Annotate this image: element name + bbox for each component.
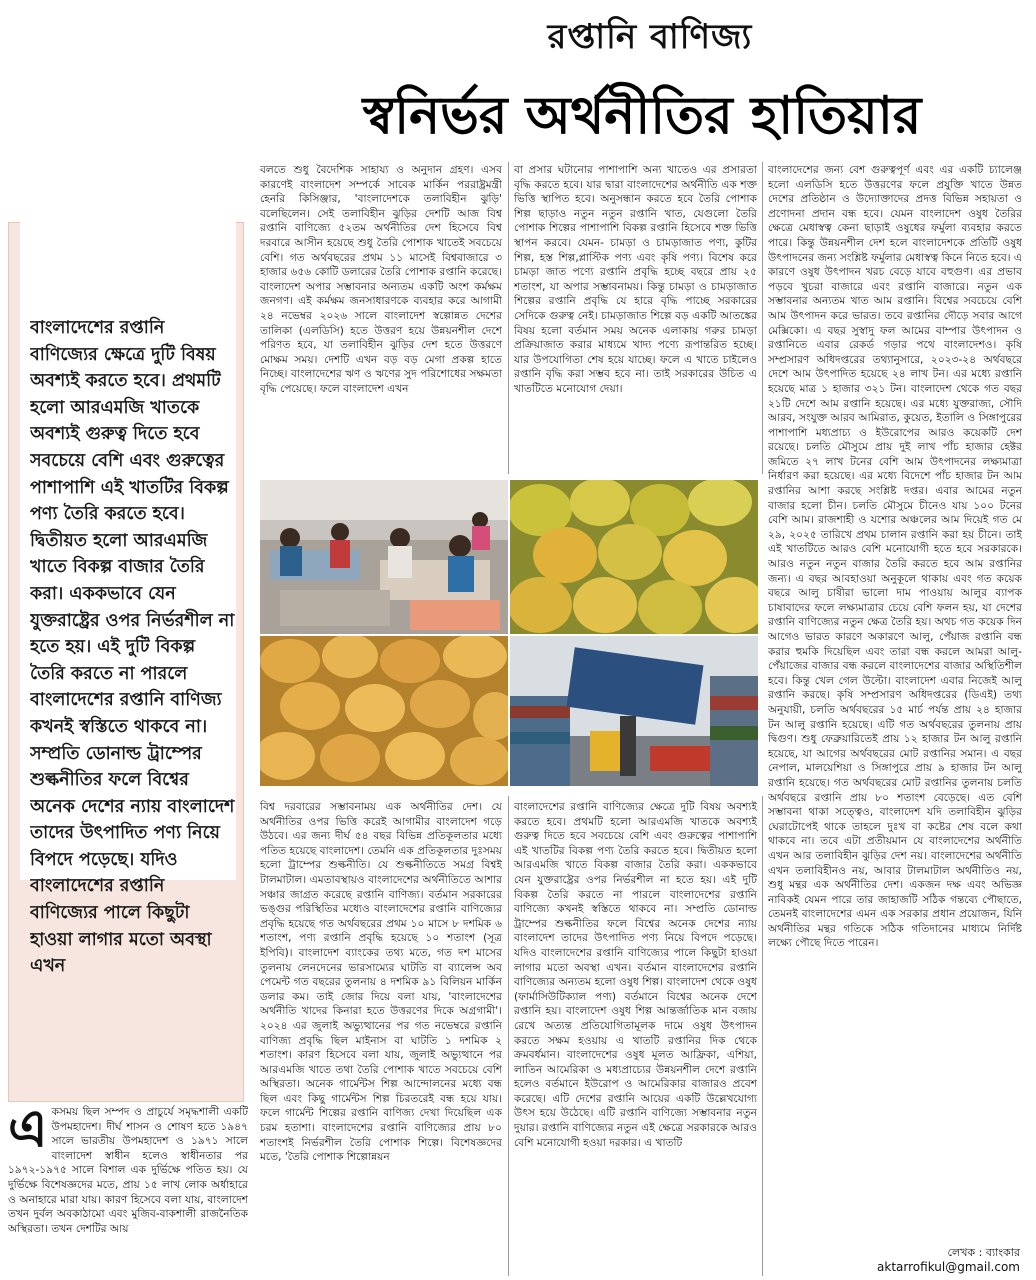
article-column-1-bottom <box>260 800 502 1276</box>
article-column-2-bottom <box>514 800 757 1276</box>
headline: স্বনির্ভর অর্থনীতির হাতিয়ার <box>362 86 922 146</box>
author-credit: লেখক : ব্যাংকার <box>947 1246 1020 1259</box>
article-text: বাংলাদেশের জন্য বেশ গুরুত্বপূর্ণ এবং এর একটি চ্যালেঞ্জ হলো এলডিসি হতে উত্তরণের ফলে প্রযুক্তি খাতে উন্নত দেশের প্রতিষ্ঠান ও উদ্যোক্তাদের প্রদত্ত বিভিন্ন সহায়তা ও প্রণোদনা প্রদান বন্ধ হবে। যেমন বাংলাদেশ ওষুধ তৈরির ক্ষেত্রে মেধাস্বত্ব কেনা ছাড়াই ওষুধের ফর্মুলা ব্যবহার করতে পারে। কিন্তু উন্নয়নশীল দেশ হলে বাংলাদেশকে প্রতিটি ওষুধ উৎপাদনের জন্য সংশ্লিষ্ট ফর্মুলার মেধাস্বত্ব কিনে নিতে হবে। এ কারণে ওষুধ উৎপাদন খরচ বেড়ে যাবে বহুগুণ। এর প্রভাব পড়বে খুচরা বাজারে এবং রপ্তানি বাজারে। নতুন এক সম্ভাবনার অন্যতম খাত আম রপ্তানি। বিশ্বের সবচেয়ে বেশি আম উৎপাদন করে ভারত। তবে রপ্তানির দৌড়ে সবার আগে মেক্সিকো। এ বছর সুস্বাদু ফল আমের বাম্পার উৎপাদন ও রপ্তানিতে এবার রেকর্ড গড়ার পথে বাংলাদেশও। কৃষি সম্প্রসারণ অধিদপ্তরের তথ্যানুসারে, ২০২৩-২৪ অর্থবছরে দেশে আম উৎপাদিত হয়েছে ২৪ লাখ টন। এর মধ্যে রপ্তানি হয়েছে মাত্র ১ হাজার ৩২১ টন। বাংলাদেশ থেকে গত বছর ২১টি দেশে আম রপ্তানি হয়েছে। এর মধ্যে যুক্তরাজ্য, সৌদি আরব, সংযুক্ত আরব আমিরাত, কুয়েত, ইতালি ও সিঙ্গাপুরের পাশাপাশি মধ্যপ্রাচ্য ও ইউরোপের আরও কয়েকটি দেশ রয়েছে। চলতি মৌসুমে প্রায় দুই লাখ পাঁচ হাজার হেক্টর জমিতে ২৭ লাখ টনের বেশি আম উৎপাদনের লক্ষ্যমাত্রা নির্ধারণ করা হয়েছে। এর মধ্যে বিদেশে পাঁচ হাজার টন আম রপ্তানির আশা করছে সংশ্লিষ্ট দপ্তর। এবার আমের নতুন বাজার হলো চীন। চলতি মৌসুমে চীনেও যায় ১০০ টনের বেশি আম। রাজশাহী ও যশোর অঞ্চলের আম দিয়েই গত মে ২৯, ২০২৫ তারিখে প্রথম চালান রপ্তানি করা হয় চীনে। তাই এই খাতটিতে আরও বেশি মনোযোগী হতে হবে সরকারকে। আরও নতুন নতুন বাজার তৈরি করতে হবে আম রপ্তানির জন্য। এ বছর আবহাওয়া অনুকূলে থাকায় এবং গত কয়েক বছরে আলু চাষীরা ভালো দাম পাওয়ায় আলুর ব্যাপক চাষাবাদের ফলে লক্ষ্যমাত্রার চেয়ে বেশি ফলন হয়, যা দেশের রপ্তানি বাণিজ্যের নতুন ক্ষেত্র তৈরি হয়। অথচ গত কয়েক দিন আগেও ভারত কারণে অকারণে আলু, পেঁয়াজ রপ্তানি বন্ধ করার হুমকি দিয়েছিল এবং তারা বন্ধ করলে আমরা আলু-পেঁয়াজের বাজার বন্ধ করলে বাংলাদেশের বাজার অস্থিতিশীল হবে। কিন্তু খেল গেল উল্টো। বাংলাদেশ এবার নিজেই আলু রপ্তানি করছে। কৃষি সম্প্রসারণ অধিদপ্তরের (ডিএই) তথ্য অনুযায়ী, চলতি অর্থবছরের ১৫ মার্চ পর্যন্ত প্রায় ২৪ হাজার টন আলু রপ্তানি হয়েছে। এটি গত অর্থবছরের তুলনায় প্রায় দ্বিগুণ। শুধু ফেব্রুয়ারিতেই প্রায় ১২ হাজার টন আলু রপ্তানি হয়েছে, যা আগের অর্থবছরের মোট রপ্তানির সমান। এ বছর নেপাল, মালয়েশিয়া ও সিঙ্গাপুরে প্রায় ৯ হাজার টন আলু রপ্তানি হয়েছে। গত অর্থবছরের মোট রপ্তানির তুলনায় চলতি অর্থবছরে রপ্তানি প্রায় ৮০ শতাংশ বেড়েছে। এত বেশি সম্ভাবনা থাকা সত্ত্বেও, বাংলাদেশ যদি তলাবিহীন ঝুড়ির ঘেরাটোপেই থাকে তাহলে দুঃখ বা কষ্টের শেষ বলে কথা থাকবে না। তবে এটা প্রতীয়মান যে বাংলাদেশের অর্থনীতি এখন আর তলাবিহীন ঝুড়ির দেশ নয়। বাংলাদেশের অর্থনীতি এখন তলাবিহীনও নয়, আবার টালমাটাল অর্থনীতিও নয়, শুধু মন্থর এক অর্থনীতির দেশ। একজন দক্ষ এবং অভিজ্ঞ নাবিকই যেমন পারে তার জাহাজটি সঠিক গন্তব্যে পৌছাতে, তেমনই বাংলাদেশের এমন এক সরকার প্রধান প্রয়োজন, যিনি অর্থনীতির মন্থর গতিকে সঠিক গতিদানের মাধ্যমে নির্দিষ্ট লক্ষ্যে পৌছে দিতে পারেন। <box>768 164 1022 950</box>
garment-factory-photo <box>260 480 508 634</box>
lead-paragraph <box>8 1105 248 1275</box>
potato-photo <box>260 636 508 786</box>
article-text: বা প্রসার ঘটানোর পাশাপাশি অন্য খাতেও এর প্রসারতা বৃদ্ধি করতে হবে। যার দ্বারা বাংলাদেশের অর্থনীতি এক শক্ত ভিত্তি স্থাপিত হবে। অনুসন্ধান করতে হবে তৈরি পোশাক শিল্প ছাড়াও নতুন নতুন রপ্তানি খাত, যেগুলো তৈরি পোশাক শিল্পের পাশাপাশি বিকল্প রপ্তানি হিসেবে শক্ত ভিত্তি স্থাপন করবে। যেমন- চামড়া ও চামড়াজাত পণ্য, কুটির শিল্প, হস্ত শিল্প,প্লাস্টিক পণ্য এবং কৃষি পণ্য। বিশেষ করে চামড়া জাত পণ্যে রপ্তানি প্রবৃদ্ধি হচ্ছে বছরে প্রায় ২৫ শতাংশ, যা অপার সম্ভাবনাময়। কিন্তু চামড়া ও চামড়াজাত শিল্পের রপ্তানি প্রবৃদ্ধি যে হারে বৃদ্ধি পাচ্ছে সরকারের সেদিকে গুরুত্ব নেই। চামড়াজাত শিল্পে বড় একটি আতঙ্কের বিষয় হলো বর্তমান সময় অনেক এলাকায় গরুর চামড়া প্রক্রিয়াজাত করার মাধ্যমে খাদ্য পণ্যে রূপান্তরিত হচ্ছে। যার উপযোগিতা শেষ হয়ে যাচ্ছে। ফলে এ খাতে চাইলেও রপ্তানি বৃদ্ধি করা সম্ভব হবে না। তাই সরকারের উচিত এ খাতটিতে মনোযোগ দেয়া। <box>514 164 757 395</box>
article-text: বলতে শুধু বৈদেশিক সাহায্য ও অনুদান গ্রহণ। এসব কারণেই বাংলাদেশ সম্পর্কে সাবেক মার্কিন পররাষ্ট্রমন্ত্রী হেনরি কিসিঞ্জার, 'বাংলাদেশকে তলাবিহীন ঝুড়ি' বলেছিলেন। সেই তলাবিহীন ঝুড়ির দেশটি আজ বিশ্ব রপ্তানি বাণিজ্যে ৫২তম অর্থনীতির দেশ হিসেবে বিশ্ব দরবারে আসীন হয়েছে শুধু তৈরি পোশাক খাতেই সবচেয়ে বেশি। গত অর্থবছরের প্রথম ১১ মাসেই বিশ্ববাজারে ৩ হাজার ৬৫৬ কোটি ডলারের তৈরি পোশাক রপ্তানি করেছে। বাংলাদেশ অপার সম্ভাবনার অন্যতম একটি অংশ কর্মক্ষম জনগণ। এই কর্মক্ষম জনসাধারণকে ব্যবহার করে আগামী ২৪ নভেম্বর ২০২৬ সালে বাংলাদেশ স্বল্পোন্নত দেশের তালিকা (এলডিসি) হতে উত্তরণ হয়ে উন্নয়নশীল দেশে পরিণত হবে, যা তলাবিহীন ঝুড়ির দেশ হতে উত্তরণে মোক্ষম সময়। দেশটি এখন বড় বড় মেগা প্রকল্প হাতে নিচ্ছে। বাংলাদেশের ঋণ ও ঋণের সুদ পরিশোধের সক্ষমতা বৃদ্ধি পেয়েছে। ফলে বাংলাদেশ এখন <box>260 164 502 395</box>
article-text: বিশ্ব দরবারের সম্ভাবনাময় এক অর্থনীতির দেশ। যে অর্থনীতির ওপর ভিত্তি করেই আগামীর বাংলাদেশ গড়ে উঠবে। এর জন্য দীর্ঘ ৫৪ বছর বিভিন্ন প্রতিকূলতার মধ্যে পতিত হয়েছে বাংলাদেশ। তেমনি এক প্রতিকূলতার দুঃসময় হলো ট্রাম্পের শুল্কনীতি। যে শুল্কনীতিতে সমগ্র বিশ্বই টালমাটাল। এমতাবস্থায়ও বাংলাদেশের অর্থনীতিতে আশার সঞ্চার জাগ্রত করেছে রপ্তানি বাণিজ্য। বর্তমান সরকারের ভঙ্গুর পরিস্থিতির মধ্যেও বাংলাদেশের রপ্তানি বাণিজ্যের প্রবৃদ্ধি হয়েছে গত অর্থবছরের প্রথম ১০ মাসে ৮ দশমিক ৬ শতাংশ, পণ্য রপ্তানি প্রবৃদ্ধি হয়েছে ১০ শতাংশ (সূত্র ইপিবি)। বাংলাদেশ ব্যাংকের তথ্য মতে, গত দশ মাসের তুলনায় লেনদেনের ভারসাম্যের ঘাটতি বা ব্যালেন্স অব পেমেন্ট গত বছরের তুলনায় ৪ দশমিক ৯১ বিলিয়ন মার্কিন ডলার কম। তাই জোর দিয়ে বলা যায়, 'বাংলাদেশের অর্থনীতি খাদের কিনারা হতে উত্তরণের দিকে অগ্রগামী'। ২০২৪ এর জুলাই অভ্যুত্থানের পর গত নভেম্বরে রপ্তানি বাণিজ্য প্রবৃদ্ধি ছিল মাইনাস বা ঘাটতি ১ দশমিক ২ শতাংশ। কারণ হিসেবে বলা যায়, জুলাই অভ্যুত্থানে পর আরএমজি খাতে তথা তৈরি পোশাক খাতে সবচেয়ে বেশি অস্থিরতা। অনেক গার্মেন্টস শিল্প আন্দোলনের মধ্যে বন্ধ ছিল এবং কিছু গার্মেন্টস শিল্প চিরতরেই বন্ধ হয়ে যায়। ফলে গার্মেন্ট শিল্পের রপ্তানি বাণিজ্য দেখা দিয়েছিল এক চরম হতাশা। বাংলাদেশের রপ্তানি বাণিজ্যের প্রায় ৮০ শতাংশই নির্ভরশীল তৈরি পোশাক শিল্পে। বিশেষজ্ঞদের মতে, 'তৈরি পোশাক শিল্পোন্নয়ন <box>260 801 502 1164</box>
article-column-3 <box>768 163 1022 1243</box>
article-column-2-top <box>514 163 757 471</box>
column-divider <box>762 796 763 1276</box>
article-text: বাংলাদেশের রপ্তানি বাণিজ্যের ক্ষেত্রে দুটি বিষয় অবশ্যই করতে হবে। প্রথমটি হলো আরএমজি খাতকে অবশ্যই গুরুত্ব দিতে হবে সবচেয়ে বেশি এবং গুরুত্বের পাশাপাশি এই খাতটির বিকল্প পণ্য তৈরি করতে হবে। দ্বিতীয়ত হলো আরএমজি খাতে বিকল্প বাজার তৈরি করা। এককভাবে যেন যুক্তরাষ্ট্রের ওপর নির্ভরশীল না হতে হয়। এই দুটি বিকল্প তৈরি করতে না পারলে বাংলাদেশের রপ্তানি বাণিজ্যে কখনই স্বস্তিতে থাকবে না। সম্প্রতি ডোনাল্ড ট্রাম্পের শুল্কনীতির ফলে বিশ্বের অনেক দেশের ন্যায় বাংলাদেশ তাদের উৎপাদিত পণ্য নিয়ে বিপদে পড়েছে। যদিও বাংলাদেশের রপ্তানি বাণিজ্যের পালে কিছুটা হাওয়া লাগার মতো অবস্থা এখন। বর্তমান বাংলাদেশের রপ্তানি বাণিজ্যের অন্যতম হলো ওষুধ শিল্প। বাংলাদেশ থেকে ওষুধ (ফার্মাসিউটিক্যাল পণ্য) বর্তমানে বিশ্বের অনেক দেশে রপ্তানি হয়। বাংলাদেশ ওষুধ শিল্প আন্তর্জাতিক মান বজায় রেখে অত্যন্ত প্রতিযোগিতামূলক দামে ওষুধ উৎপাদন করতে সক্ষম হওয়ায় এ খাতটি রপ্তানির দিক থেকে ক্রমবর্ধমান। বাংলাদেশের ওষুধ মূলত আফ্রিকা, এশিয়া, লাতিন আমেরিকা ও মধ্যপ্রাচ্যের উন্নয়নশীল দেশে রপ্তানি হলেও বর্তমানে ইউরোপ ও আমেরিকার বাজারও প্রবেশ করেছে। এটি দেশের রপ্তানি আয়ের একটি উল্লেখযোগ্য উৎস হয়ে উঠেছে। এটি রপ্তানি বাণিজ্যে সম্ভাবনার নতুন দুয়ার। রপ্তানি বাণিজ্যের নতুন এই ক্ষেত্রে সরকারকে আরও বেশি মনোযোগী হওয়া দরকার। এ খাতটি <box>514 801 757 1149</box>
kicker-title: রপ্তানি বাণিজ্য <box>547 17 753 57</box>
author-email: aktarrofikul@gmail.com <box>877 1260 1020 1274</box>
container-port-photo <box>510 636 758 786</box>
column-divider <box>762 162 763 474</box>
pull-quote-text: বাংলাদেশের রপ্তানি বাণিজ্যের ক্ষেত্রে দুটি বিষয় অবশ্যই করতে হবে। প্রথমটি হলো আরএমজি খাতকে অবশ্যই গুরুত্ব দিতে হবে সবচেয়ে বেশি এবং গুরুত্বের পাশাপাশি এই খাতটির বিকল্প পণ্য তৈরি করতে হবে। দ্বিতীয়ত হলো আরএমজি খাতে বিকল্প বাজার তৈরি করা। এককভাবে যেন যুক্তরাষ্ট্রের ওপর নির্ভরশীল না হতে হয়। এই দুটি বিকল্প তৈরি করতে না পারলে বাংলাদেশের রপ্তানি বাণিজ্য কখনই স্বস্তিতে থাকবে না। সম্প্রতি ডোনাল্ড ট্রাম্পের শুল্কনীতির ফলে বিশ্বের অনেক দেশের ন্যায় বাংলাদেশ তাদের উৎপাদিত পণ্য নিয়ে বিপদে পড়েছে। যদিও বাংলাদেশের রপ্তানি বাণিজ্যের পালে কিছুটা হাওয়া লাগার মতো অবস্থা এখন <box>30 318 235 977</box>
drop-cap: এ <box>8 1105 48 1159</box>
column-divider <box>508 796 509 1276</box>
article-column-1-top <box>260 163 502 471</box>
column-divider <box>508 162 509 474</box>
lead-text: কসময় ছিল সম্পদ ও প্রাচুর্যে সমৃদ্ধশালী একটি উপমহাদেশ। দীর্ঘ শাসন ও শোষণ হতে ১৯৪৭ সালে ভারতীয় উপমহাদেশ ও ১৯৭১ সালে বাংলাদেশ স্বাধীন হলেও স্বাধীনতার পর ১৯৭২-১৯৭৫ সালে বিশাল এক দুর্ভিক্ষে পতিত হয়। যে দুর্ভিক্ষে বিশেষজ্ঞদের মতে, প্রায় ১৫ লাখ লোক অর্ধাহারে ও অনাহারে মারা যায়। কারণ হিসেবে বলা যায়, বাংলাদেশ তখন দুর্বল অবকাঠামো এবং মুজিব-বাকশালী রাজনৈতিক অস্থিরতা। তখন দেশটির আয় <box>8 1106 248 1235</box>
mango-photo <box>510 480 758 634</box>
